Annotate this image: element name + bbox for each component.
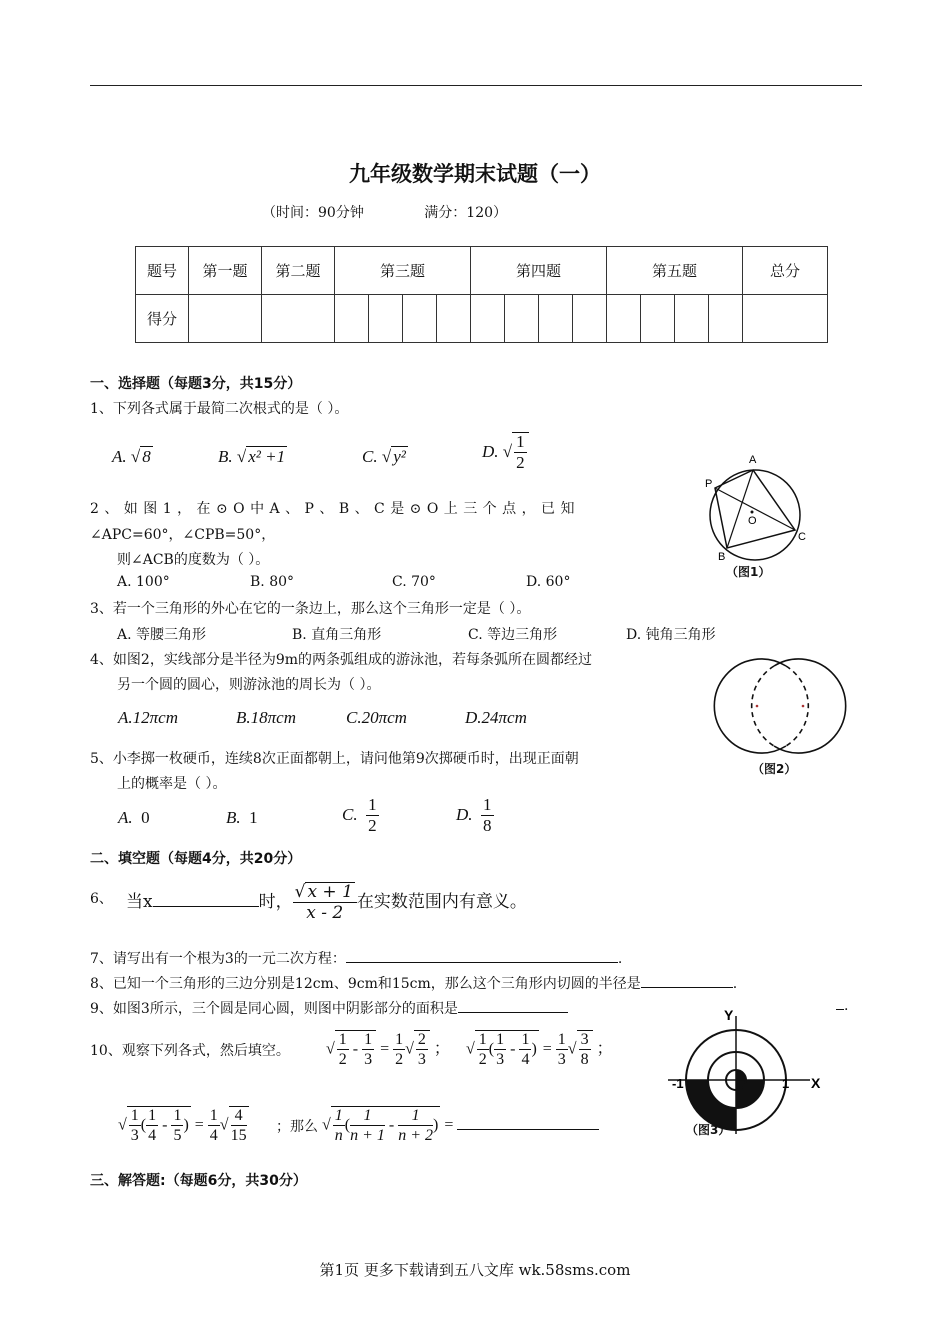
- q5-line2: 上的概率是（ ）。: [117, 776, 227, 792]
- q4-option-c: C.20πcm: [346, 708, 407, 727]
- q6-numerator: x + 1: [307, 882, 353, 902]
- q4-option-b: B.18πcm: [236, 708, 296, 727]
- q6-answer-blank[interactable]: [153, 906, 259, 907]
- exam-meta: [262, 202, 563, 222]
- q1-option-c: C. √ y²: [362, 447, 406, 466]
- q7-answer-blank[interactable]: [346, 962, 618, 963]
- q4-option-d: D.24πcm: [465, 708, 527, 727]
- q7-text: 7、请写出有一个根为3的一元二次方程： .: [90, 951, 623, 967]
- section-3-heading: 三、解答题:（每题6分，共30分）: [90, 1173, 307, 1189]
- section-1-heading: 一、选择题（每题3分，共15分）: [90, 376, 302, 392]
- q9-answer-blank[interactable]: [458, 1012, 568, 1013]
- q2-option-d: D. 60°: [526, 574, 571, 590]
- fig3-label-1: 1: [782, 1076, 790, 1091]
- page-title: 九年级数学期末试题（一）: [349, 162, 601, 186]
- fig1-center-dot: [751, 511, 754, 514]
- figure-2-caption: （图2）: [752, 762, 797, 776]
- q1-text: 1、下列各式属于最简二次根式的是（ ）。: [90, 401, 349, 417]
- fig2-left-solid-arc: [714, 659, 786, 753]
- fig3-label-y: Y: [724, 1007, 734, 1023]
- q3-text: 3、若一个三角形的外心在它的一条边上，那么这个三角形一定是（ ）。: [90, 601, 531, 617]
- q2-line2: ∠APC=60°，∠CPB=50°，: [90, 527, 276, 543]
- score-cell[interactable]: [471, 295, 505, 343]
- q2-option-a: A. 100°: [117, 574, 170, 590]
- q1-option-a: A. √ 8: [112, 447, 151, 466]
- q4-option-a: A.12πcm: [118, 708, 178, 727]
- q5-option-d: D. $\frac{1}{8}$: [456, 795, 492, 835]
- q2-option-c: C. 70°: [392, 574, 436, 590]
- q10-example-2: √ $\frac{1}{2}$ ( $\frac{1}{3}$ - $\frac{1}{4}$ ) = $\frac{1}{3}$ √ $\frac{3}{8}$ ；: [466, 1031, 613, 1068]
- page-footer: 第1页 更多下载请到五八文库 wk.58sms.com: [319, 1261, 631, 1279]
- q1-option-d: D. √ $\frac{1}{2}$: [482, 432, 529, 473]
- section-2-heading: 二、填空题（每题4分，共20分）: [90, 851, 302, 867]
- score-header-cell: 总分: [743, 247, 828, 295]
- score-cell[interactable]: [403, 295, 437, 343]
- q10-question: √ $\frac{1}{n}$ ( $\frac{1}{n + 1}$ - $\frac{1}{n + 2}$ ) =: [322, 1106, 599, 1145]
- figure-3-concentric-circles: [664, 1004, 828, 1140]
- q5-option-a: A. 0: [118, 808, 150, 827]
- q9-end-blank: .: [836, 998, 848, 1014]
- q4-line1: 4、如图2，实线部分是半径为9m的两条弧组成的游泳池，若每条弧所在圆都经过: [90, 652, 592, 668]
- fig2-left-dashed-arc: [786, 666, 808, 746]
- q3-option-c: C. 等边三角形: [468, 627, 558, 643]
- q4-line2: 另一个圆的圆心，则游泳池的周长为（ ）。: [117, 677, 381, 693]
- q8-answer-blank[interactable]: [641, 987, 733, 988]
- q10-then: ；那么: [276, 1119, 318, 1135]
- q6-mid: 时，: [258, 892, 293, 913]
- q6-expression: 当x 时， $\frac{√ x + 1}{x - 2}$ 在实数范围内有意义。: [126, 882, 527, 923]
- score-header-cell: 第三题: [335, 247, 471, 295]
- score-cell[interactable]: [607, 295, 641, 343]
- score-row-label: 得分: [136, 295, 189, 343]
- score-header-cell: 第一题: [189, 247, 262, 295]
- q10-answer-blank[interactable]: [457, 1129, 599, 1130]
- q3-option-b: B. 直角三角形: [292, 627, 382, 643]
- q5-option-b: B. 1: [226, 808, 258, 827]
- q10-intro: 10、观察下列各式，然后填空。: [90, 1043, 290, 1059]
- fig2-right-center: [802, 705, 805, 708]
- fig2-right-dashed-arc: [752, 666, 774, 746]
- fig1-label-p: P: [705, 478, 713, 490]
- q5-line1: 5、小李掷一枚硬币，连续8次正面都朝上，请问他第9次掷硬币时，出现正面朝: [90, 751, 579, 767]
- top-rule: [90, 85, 862, 86]
- exam-time: （时间：90分钟: [262, 205, 364, 221]
- fig1-label-a: A: [749, 454, 757, 466]
- score-cell[interactable]: [262, 295, 335, 343]
- fig1-label-c: C: [798, 531, 806, 543]
- q3-option-d: D. 钝角三角形: [626, 627, 716, 643]
- score-cell[interactable]: [573, 295, 607, 343]
- score-cell[interactable]: [437, 295, 471, 343]
- q6-prefix: 当x: [126, 892, 153, 913]
- score-cell[interactable]: [743, 295, 828, 343]
- fig2-right-solid-arc: [774, 659, 846, 753]
- figure-2-pool-diagram: [708, 656, 854, 756]
- fig1-label-o: O: [748, 515, 757, 527]
- score-cell[interactable]: [505, 295, 539, 343]
- q2-option-b: B. 80°: [250, 574, 295, 590]
- score-cell[interactable]: [335, 295, 369, 343]
- q3-option-a: A. 等腰三角形: [117, 627, 207, 643]
- score-cell[interactable]: [539, 295, 573, 343]
- fig1-chord-ab: [727, 470, 753, 548]
- figure-1-caption: （图1）: [726, 565, 771, 579]
- q9-text: 9、如图3所示，三个圆是同心圆，则图中阴影部分的面积是: [90, 998, 568, 1018]
- q2-line1: 2 、 如 图 1 ， 在 ⊙ O 中 A 、 P 、 B 、 C 是 ⊙ O 上 三 个 点 ， 已 知: [90, 501, 575, 517]
- q10-example-3: √ $\frac{1}{3}$ ( $\frac{1}{4}$ - $\frac{1}{5}$ ) = $\frac{1}{4}$ √ $\frac{4}{15}$: [118, 1107, 247, 1144]
- q1-option-b: B. √ x² +1: [218, 447, 286, 466]
- fig1-label-b: B: [718, 551, 726, 563]
- fig2-left-center: [756, 705, 759, 708]
- figure-3-caption: （图3）: [686, 1123, 731, 1137]
- q5-option-c: C. $\frac{1}{2}$: [342, 795, 377, 835]
- q6-denominator: x - 2: [306, 902, 344, 923]
- score-header-cell: 第二题: [262, 247, 335, 295]
- score-cell[interactable]: [709, 295, 743, 343]
- score-table: [135, 246, 828, 343]
- score-header-cell: 第五题: [607, 247, 743, 295]
- score-cell[interactable]: [641, 295, 675, 343]
- score-header-cell: 第四题: [471, 247, 607, 295]
- score-header-cell: 题号: [136, 247, 189, 295]
- fig3-label-neg1: -1: [672, 1076, 684, 1091]
- score-cell[interactable]: [189, 295, 262, 343]
- fig3-label-x: X: [811, 1075, 821, 1091]
- score-cell[interactable]: [369, 295, 403, 343]
- q2-line3: 则∠ACB的度数为（ ）。: [117, 552, 270, 568]
- q6-suffix: 在实数范围内有意义。: [356, 892, 527, 913]
- q10-example-1: √ $\frac{1}{2}$ - $\frac{1}{3}$ = $\frac{1}{2}$ √ $\frac{2}{3}$ ；: [326, 1031, 450, 1068]
- score-cell[interactable]: [675, 295, 709, 343]
- q6-number: 6、: [90, 891, 113, 907]
- q8-text: 8、已知一个三角形的三边分别是12cm、9cm和15cm，那么这个三角形内切圆的半径是 .: [90, 976, 738, 992]
- exam-full-score: 满分：120）: [424, 205, 508, 221]
